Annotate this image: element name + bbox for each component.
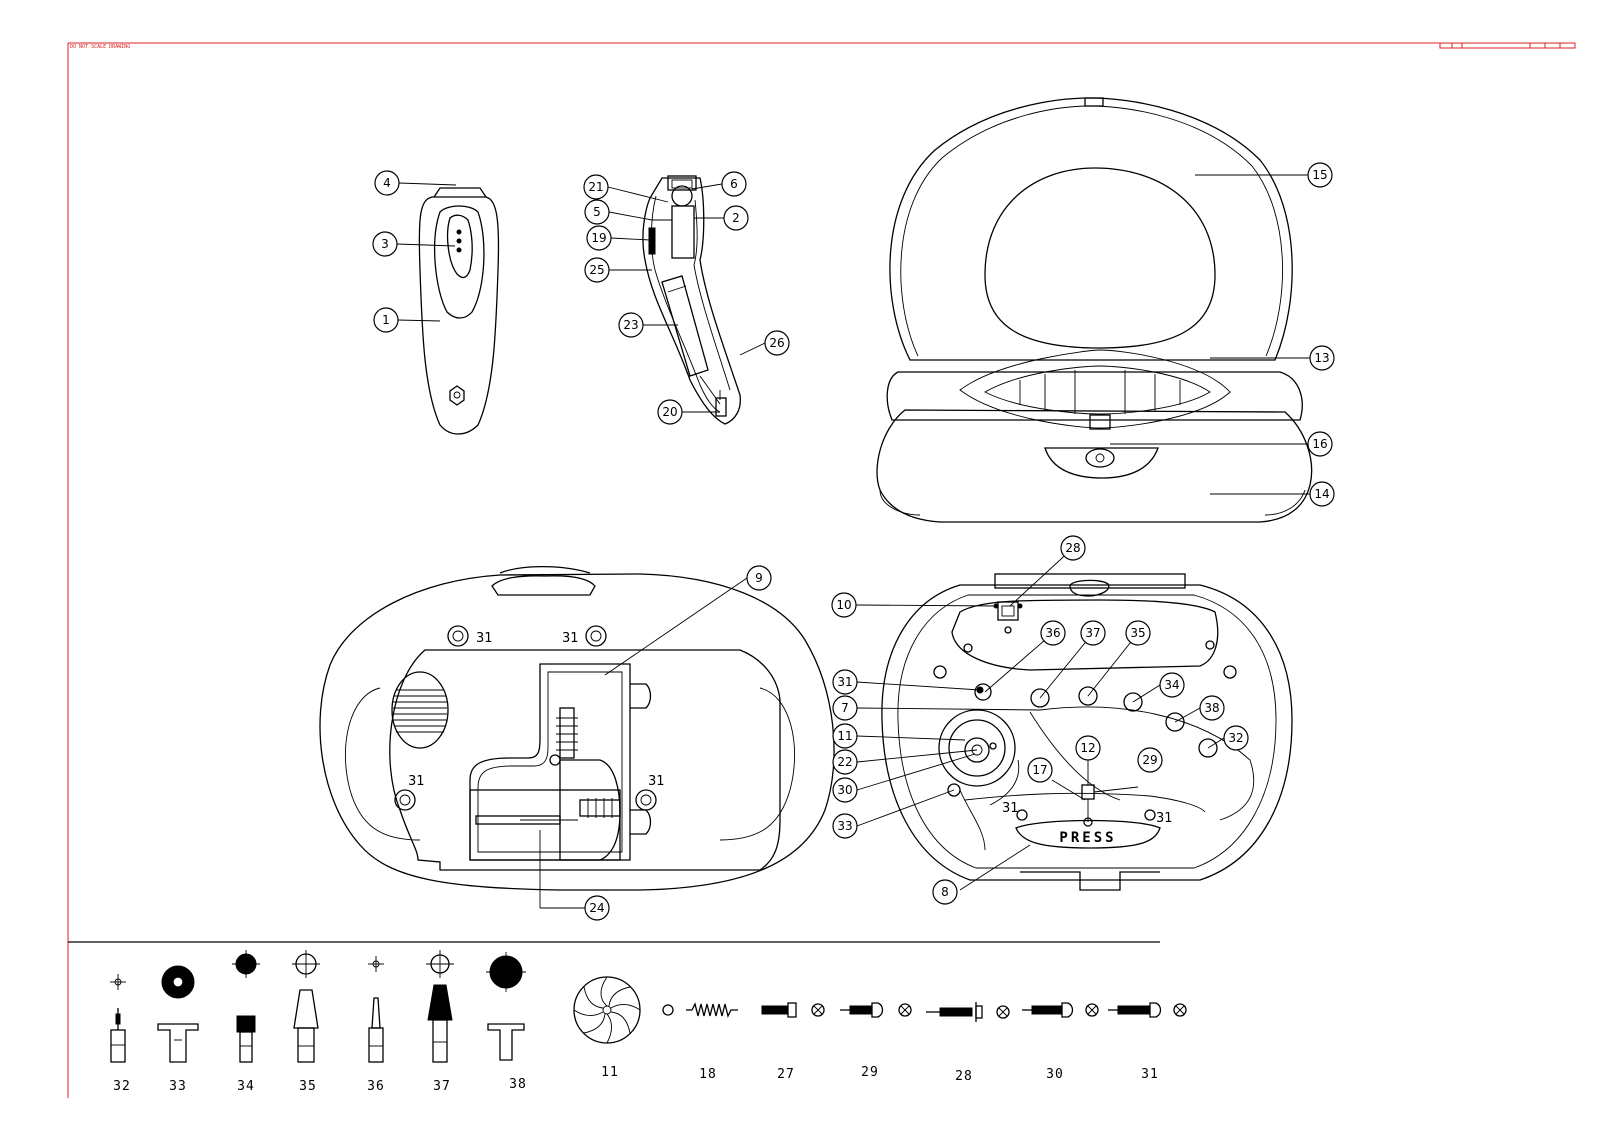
svg-text:38: 38 — [1204, 701, 1220, 715]
part-32 — [110, 974, 126, 1062]
callouts-base-bottom — [408, 566, 771, 920]
callout-3 — [373, 232, 397, 256]
svg-text:19: 19 — [591, 231, 607, 245]
part-label: 27 — [777, 1067, 795, 1082]
callout-13 — [1310, 346, 1334, 370]
part-27-screw — [762, 1003, 824, 1017]
callout-11 — [833, 724, 857, 748]
svg-text:33: 33 — [837, 819, 853, 833]
callout-23 — [619, 313, 643, 337]
svg-text:13: 13 — [1314, 351, 1330, 365]
svg-text:26: 26 — [769, 336, 785, 350]
svg-text:10: 10 — [836, 598, 852, 612]
callout-38 — [1200, 696, 1224, 720]
scale-note: DO NOT SCALE DRAWING — [70, 44, 131, 50]
svg-text:37: 37 — [1085, 626, 1101, 640]
callout-2 — [724, 206, 748, 230]
svg-text:34: 34 — [1164, 678, 1180, 692]
part-label: 34 — [237, 1079, 255, 1094]
svg-text:32: 32 — [1228, 731, 1244, 745]
part-38 — [486, 952, 526, 1060]
callout-21 — [584, 175, 608, 199]
svg-text:12: 12 — [1080, 741, 1096, 755]
svg-text:23: 23 — [623, 318, 639, 332]
callout-26 — [765, 331, 789, 355]
svg-text:11: 11 — [837, 729, 853, 743]
callout-34 — [1160, 673, 1184, 697]
callout-33 — [833, 814, 857, 838]
label-31: 31 — [1156, 811, 1173, 826]
screw-boss — [586, 626, 606, 646]
callout-5 — [585, 200, 609, 224]
svg-text:21: 21 — [588, 180, 604, 194]
svg-text:35: 35 — [1130, 626, 1146, 640]
part-label: 30 — [1046, 1067, 1064, 1082]
part-18-spring — [663, 1004, 738, 1016]
svg-text:20: 20 — [662, 405, 678, 419]
part-label: 28 — [955, 1069, 973, 1084]
callouts-base-inside — [832, 536, 1248, 904]
callouts-handpiece-front — [373, 171, 399, 332]
svg-text:30: 30 — [837, 783, 853, 797]
part-label: 33 — [169, 1079, 187, 1094]
callout-25 — [585, 258, 609, 282]
press-button-label: PRESS — [1059, 830, 1117, 846]
svg-text:25: 25 — [589, 263, 605, 277]
drawing-frame — [68, 43, 1575, 1098]
label-31: 31 — [648, 774, 665, 789]
label-31: 31 — [408, 774, 425, 789]
svg-text:24: 24 — [589, 901, 605, 915]
callout-17 — [1028, 758, 1052, 782]
callout-12 — [1076, 736, 1100, 760]
callout-19 — [587, 226, 611, 250]
callouts-handpiece-section — [584, 172, 789, 424]
screw-boss — [448, 626, 468, 646]
svg-text:6: 6 — [730, 177, 738, 191]
part-35 — [292, 950, 320, 1062]
callout-15 — [1308, 163, 1332, 187]
part-label: 32 — [113, 1079, 131, 1094]
svg-text:22: 22 — [837, 755, 853, 769]
part-11-fan — [574, 977, 640, 1043]
svg-text:29: 29 — [1142, 753, 1158, 767]
part-label: 18 — [699, 1067, 717, 1082]
svg-text:2: 2 — [732, 211, 740, 225]
callout-20 — [658, 400, 682, 424]
callout-31 — [833, 670, 857, 694]
part-label: 36 — [367, 1079, 385, 1094]
label-31: 31 — [1002, 801, 1019, 816]
callout-29 — [1138, 748, 1162, 772]
callout-8 — [933, 880, 957, 904]
screw-boss — [395, 790, 415, 810]
callout-32 — [1224, 726, 1248, 750]
svg-text:7: 7 — [841, 701, 849, 715]
part-label: 29 — [861, 1065, 879, 1080]
svg-text:5: 5 — [593, 205, 601, 219]
callout-14 — [1310, 482, 1334, 506]
callout-4 — [375, 171, 399, 195]
parts-row — [110, 950, 1186, 1094]
callout-35 — [1126, 621, 1150, 645]
callout-24 — [585, 896, 609, 920]
callout-22 — [833, 750, 857, 774]
part-31-screw — [1108, 1003, 1186, 1017]
part-label: 31 — [1141, 1067, 1159, 1082]
callout-16 — [1308, 432, 1332, 456]
callout-10 — [832, 593, 856, 617]
svg-text:36: 36 — [1045, 626, 1061, 640]
svg-text:14: 14 — [1314, 487, 1330, 501]
callouts-case-open — [1308, 163, 1334, 506]
callout-30 — [833, 778, 857, 802]
part-label: 35 — [299, 1079, 317, 1094]
callout-6 — [722, 172, 746, 196]
part-label: 37 — [433, 1079, 451, 1094]
callout-1 — [374, 308, 398, 332]
title-block — [1440, 43, 1575, 48]
svg-text:15: 15 — [1312, 168, 1328, 182]
svg-text:17: 17 — [1032, 763, 1048, 777]
label-31: 31 — [476, 631, 493, 646]
label-31: 31 — [562, 631, 579, 646]
part-label: 38 — [509, 1077, 527, 1092]
svg-text:4: 4 — [383, 176, 391, 190]
handpiece-front-view — [419, 188, 498, 434]
screw-boss — [636, 790, 656, 810]
svg-text:1: 1 — [382, 313, 390, 327]
part-label: 11 — [601, 1065, 619, 1080]
base-bottom-view — [320, 567, 834, 890]
svg-text:8: 8 — [941, 885, 949, 899]
part-33 — [158, 966, 198, 1062]
storage-case-open-view — [877, 98, 1312, 522]
callout-28 — [1061, 536, 1085, 560]
callout-37 — [1081, 621, 1105, 645]
part-36 — [368, 956, 384, 1062]
part-30-screw — [1022, 1003, 1098, 1017]
part-28-screw — [926, 1002, 1009, 1022]
svg-text:9: 9 — [755, 571, 763, 585]
part-37 — [426, 950, 454, 1062]
callout-36 — [1041, 621, 1065, 645]
svg-text:3: 3 — [381, 237, 389, 251]
svg-text:31: 31 — [837, 675, 853, 689]
svg-text:16: 16 — [1312, 437, 1328, 451]
part-34 — [232, 950, 260, 1062]
callout-9 — [747, 566, 771, 590]
callout-7 — [833, 696, 857, 720]
part-29-screw — [840, 1003, 911, 1017]
svg-text:28: 28 — [1065, 541, 1081, 555]
